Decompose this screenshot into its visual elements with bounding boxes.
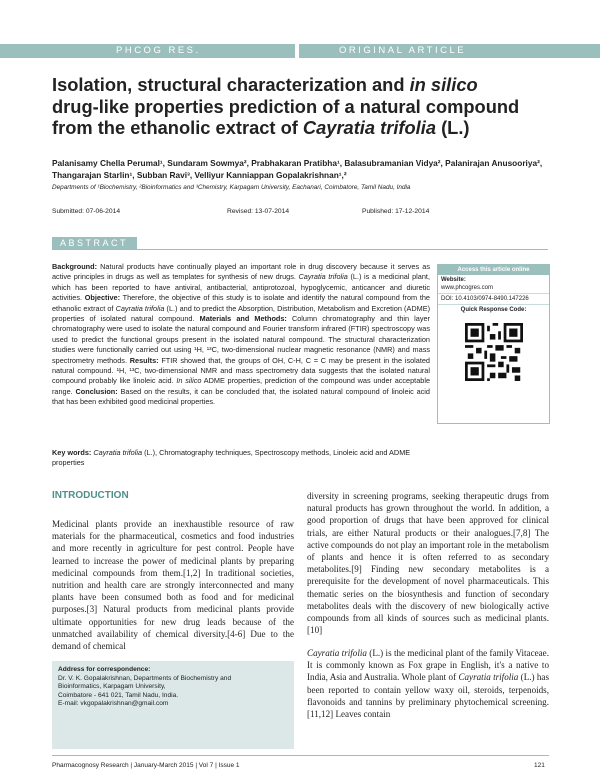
affiliation: Departments of ¹Biochemistry, ²Bioinformatics and ³Chemistry, Karpagam University, Eachanari, Coimbatore, Tamil Nadu, India	[52, 184, 411, 191]
intro-right-paragraph-2: Cayratia trifolia (L.) is the medicinal plant of the family Vitaceae. It is commonly known as Fox grape in English, it's a native to India, Asia and Australia. Whole plant of Cayratia trifolia (L.) has been reported to contain yellow waxy oil, steroids, terpenoids, flavonoids and tannins by preliminary phytochemical screening.[11,12] Leaves contain	[307, 648, 550, 720]
website-link[interactable]: www.phcogres.com	[441, 285, 494, 291]
intro-left-column: Medicinal plants provide an inexhaustible resource of raw materials for the pharmaceutical, cosmetics and food industries and more recently in agriculture for pest control. People have learned to increase the power of medicinal plants by preparing medicinal compounds from them.[1,2] In traditional societies, nutrition and health care are strongly interconnected and many plants have been consumed both as food and for medicinal purposes.[3] Natural products from medicinal plants provide ultimate opportunities for new drug leads because of the unmatched availability of chemical diversity.[4-6] Due to the demand of chemical	[52, 519, 294, 652]
footer-rule	[52, 755, 549, 756]
correspondence-box: Address for correspondence: Dr. V. K. Gopalakrishnan, Departments of Biochemistry and Bioinformatics, Karpagam University, Coimbatore - 641 021, Tamil Nadu, India. E-mail: vkgopalakrishnan@gmail.com	[52, 661, 294, 749]
doi-row: DOI: 10.4103/0974-8490.147226	[438, 294, 549, 305]
article-title: Isolation, structural characterization and in silico drug-like properties prediction of a natural compound from the ethanolic extract of Cayratia trifolia (L.)	[52, 74, 520, 138]
abstract-band: ABSTRACT	[52, 237, 137, 250]
revised-date: Revised: 13-07-2014	[227, 208, 290, 215]
website-row: Website: www.phcogres.com	[438, 275, 549, 294]
qr-code-icon[interactable]	[465, 323, 523, 381]
keywords: Key words: Cayratia trifolia (L.), Chromatography techniques, Spectroscopy methods, Linoleic acid and ADME properties	[52, 448, 411, 468]
correspondence-email[interactable]: E-mail: vkgopalakrishnan@gmail.com	[58, 700, 169, 708]
access-box-heading: Access this article online	[438, 265, 549, 275]
article-type-band: ORIGINAL ARTICLE	[299, 44, 600, 58]
introduction-heading: INTRODUCTION	[52, 490, 129, 501]
footer-journal: Pharmacognosy Research | January-March 2015 | Vol 7 | Issue 1	[52, 762, 240, 769]
published-date: Published: 17-12-2014	[362, 208, 430, 215]
abstract-rule	[137, 249, 548, 250]
intro-right-column: diversity in screening programs, seeking therapeutic drugs from natural products has grown throughout the world. In addition, a good proportion of drugs that have been approved for clinical trials, are either Natural products or their analogues.[7,8] The active compounds do not play an important role in the metabolism of plants and hence it is often referred to as secondary metabolites.[9] Finding new secondary metabolites is a prerequisite for the development of novel pharmaceuticals. This thematic series on the biosynthesis and function of secondary metabolites deals with the discovery of new biologically active compounds from all kinds of sources such as medicinal plants.[10]	[307, 491, 549, 636]
access-online-box	[437, 264, 550, 424]
author-list: Palanisamy Chella Perumal¹, Sundaram Sowmya², Prabhakaran Pratibha¹, Balasubramanian Vidya², Palanirajan Anusooriya², Thangarajan Starlin¹, Subban Ravi³, Velliyur Kanniappan Gopalakrishnan¹,²	[52, 158, 543, 180]
journal-band: PHCOG RES.	[0, 44, 295, 58]
abstract-text: Background: Natural products have continually played an important role in drug discovery because it serves as active principles in drugs as well as templates for synthesis of new drugs. Cayratia trifolia (L.) is a medicinal plant, which has been reported to have antiviral, antibacterial, antiprotozoal, hypoglycemic, anticancer and diuretic activities. Objective: Therefore, the objective of this study is to isolate and identify the natural compound from the ethanolic extract of Cayratia trifolia (L.) and to predict the Absorption, Distribution, Metabolism and Excretion (ADME) properties of isolated natural compound. Materials and Methods: Column chromatography and thin layer chromatography were used to isolate the natural compound and Fourier transform infrared (FTIR) spectroscopy was used to predict the functional groups present in the isolated natural compound. The structural characterization studies were functionally carried out using ¹H, ¹³C, two-dimensional nuclear magnetic resonance (NMR) and mass spectrometry methods. Results: FTIR showed that, the groups of OH, C-H, C = C may be present in the isolated natural compound. ¹H, ¹³C, two-dimensional NMR and mass spectrometry data suggests that the isolated natural compound probably like linoleic acid. In silico ADME properties, prediction of the compound was under acceptable range. Conclusion: Based on the results, it can be concluded that, the isolated natural compound of linoleic acid that has been exhibited good medicinal properties.	[52, 262, 430, 407]
page-number: 121	[534, 762, 545, 769]
qr-label: Quick Response Code:	[460, 307, 527, 313]
submitted-date: Submitted: 07-06-2014	[52, 208, 121, 215]
